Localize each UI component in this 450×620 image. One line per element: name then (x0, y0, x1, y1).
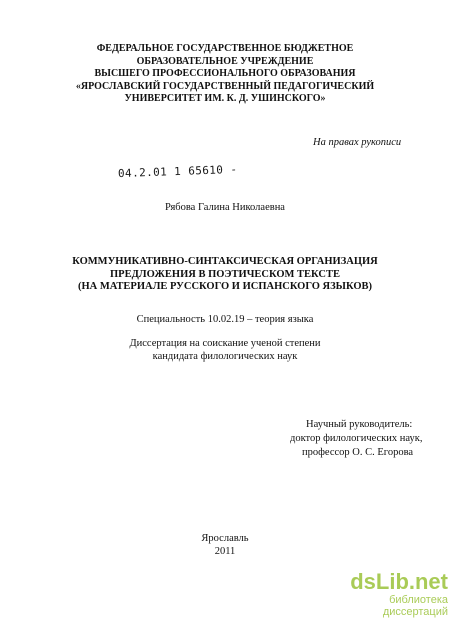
institution-line: ОБРАЗОВАТЕЛЬНОЕ УЧРЕЖДЕНИЕ (136, 55, 314, 67)
dissertation-title (0, 256, 450, 294)
degree-line: кандидата филологических наук (152, 351, 298, 362)
author-name: Рябова Галина Николаевна (165, 202, 285, 213)
manuscript-rights-note: На правах рукописи (313, 137, 402, 148)
dslib-logo: dsLib.net (350, 569, 448, 594)
title-line: ПРЕДЛОЖЕНИЯ В ПОЭТИЧЕСКОМ ТЕКСТЕ (109, 268, 340, 280)
title-line: КОММУНИКАТИВНО-СИНТАКСИЧЕСКАЯ ОРГАНИЗАЦИЯ (72, 256, 378, 267)
institution-line: ФЕДЕРАЛЬНОЕ ГОСУДАРСТВЕННОЕ БЮДЖЕТНОЕ (96, 43, 354, 54)
institution-header (0, 43, 450, 106)
institution-line: ВЫСШЕГО ПРОФЕССИОНАЛЬНОГО ОБРАЗОВАНИЯ (94, 68, 356, 79)
supervisor-degree: доктор филологических наук, (290, 433, 423, 444)
title-line: (НА МАТЕРИАЛЕ РУССКОГО И ИСПАНСКОГО ЯЗЫКОВ) (77, 281, 373, 292)
specialty-line: Специальность 10.02.19 – теория языка (136, 314, 314, 325)
archive-stamp-number: 04.2.01 1 65610 - (117, 162, 238, 181)
city: Ярославль (201, 533, 249, 544)
year: 2011 (214, 546, 236, 557)
supervisor-label: Научный руководитель: (306, 419, 413, 430)
institution-line: УНИВЕРСИТЕТ ИМ. К. Д. УШИНСКОГО» (124, 93, 326, 104)
dslib-watermark (338, 571, 448, 618)
place-and-year (0, 532, 450, 558)
supervisor-name: профессор О. С. Егорова (302, 447, 414, 458)
institution-line: «ЯРОСЛАВСКИЙ ГОСУДАРСТВЕННЫЙ ПЕДАГОГИЧЕСКИЙ (75, 80, 375, 92)
degree-statement (0, 337, 450, 363)
dslib-subtitle: библиотека диссертаций (382, 594, 448, 618)
degree-line: Диссертация на соискание ученой степени (129, 338, 321, 349)
supervisor-block (290, 418, 423, 460)
